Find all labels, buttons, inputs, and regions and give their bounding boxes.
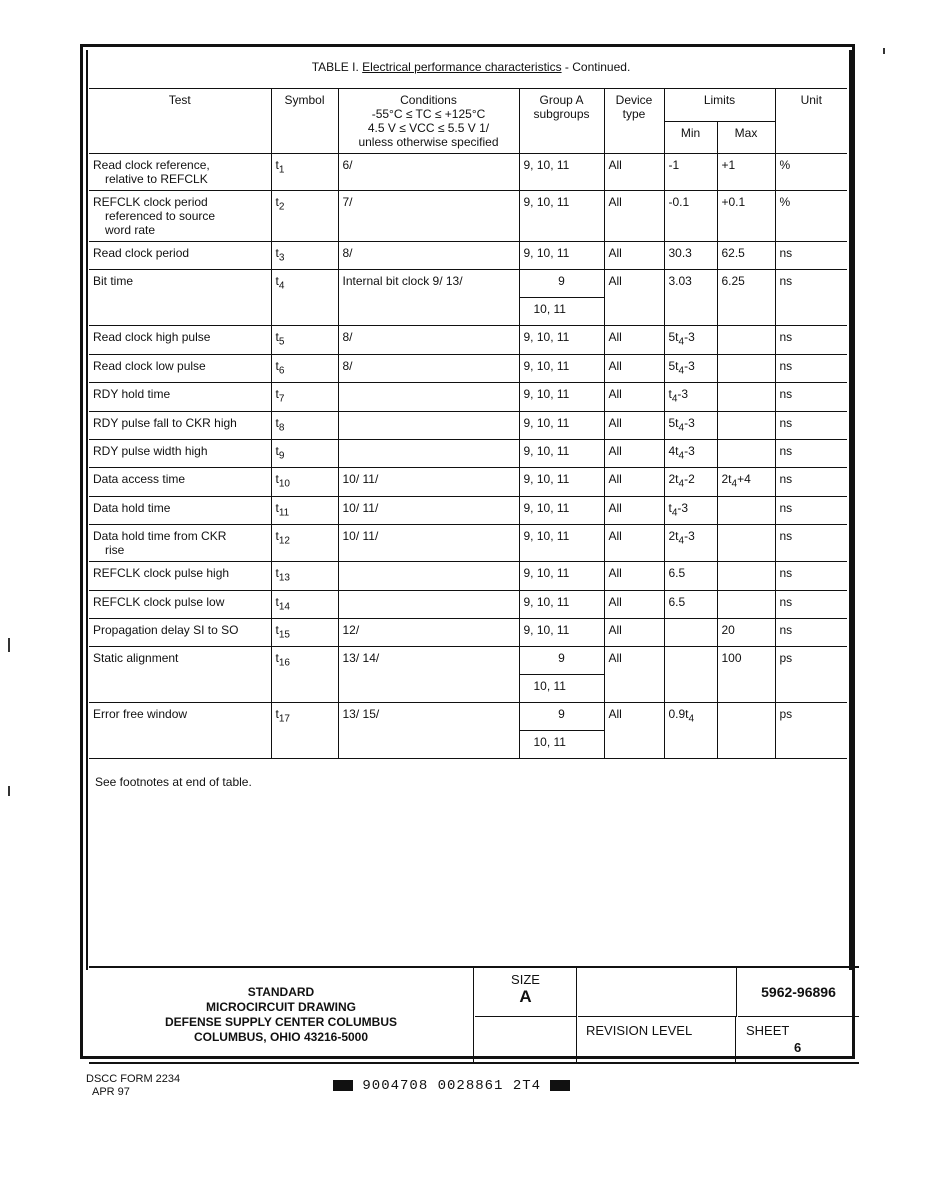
cell-unit: % bbox=[775, 191, 847, 242]
header-group-a: Group A subgroups bbox=[519, 89, 604, 154]
cell-min: $5t_4-3$ bbox=[664, 326, 717, 354]
cell-group-a: 9, 10, 11 bbox=[519, 411, 604, 439]
standard-drawing-block: STANDARD MICROCIRCUIT DRAWING DEFENSE SUPPLY CENTER COLUMBUS COLUMBUS, OHIO 43216-5000 bbox=[89, 968, 474, 1062]
cell-conditions: Internal bit clock 9/ 13/ bbox=[338, 270, 519, 326]
header-symbol: Symbol bbox=[271, 89, 338, 154]
cell-max: 100 bbox=[717, 647, 775, 703]
cell-symbol: $t_1$ bbox=[271, 154, 338, 191]
cell-unit: ns bbox=[775, 411, 847, 439]
cell-group-a: 9 10, 11 bbox=[519, 270, 604, 326]
header-device-type: Device type bbox=[604, 89, 664, 154]
header-unit: Unit bbox=[775, 89, 847, 154]
cell-symbol: $t_7$ bbox=[271, 383, 338, 411]
cell-max bbox=[717, 562, 775, 590]
table-row bbox=[89, 354, 847, 382]
cell-group-a: 9, 10, 11 bbox=[519, 525, 604, 562]
table-row bbox=[89, 154, 847, 191]
cell-device-type: All bbox=[604, 354, 664, 382]
cell-unit: ns bbox=[775, 383, 847, 411]
cell-unit: ps bbox=[775, 647, 847, 703]
cell-unit: ns bbox=[775, 354, 847, 382]
cell-max bbox=[717, 354, 775, 382]
cell-min bbox=[664, 647, 717, 703]
cell-conditions bbox=[338, 439, 519, 467]
cell-device-type: All bbox=[604, 154, 664, 191]
table-row bbox=[89, 618, 847, 646]
cell-test: REFCLK clock pulse high bbox=[89, 562, 271, 590]
cell-test: RDY hold time bbox=[89, 383, 271, 411]
cell-min: 3.03 bbox=[664, 270, 717, 326]
cell-group-a: 9, 10, 11 bbox=[519, 383, 604, 411]
cell-conditions: 10/ 11/ bbox=[338, 525, 519, 562]
cell-conditions bbox=[338, 411, 519, 439]
cell-test: Static alignment bbox=[89, 647, 271, 703]
cell-group-a: 9, 10, 11 bbox=[519, 354, 604, 382]
cell-symbol: $t_{14}$ bbox=[271, 590, 338, 618]
cell-test: Bit time bbox=[89, 270, 271, 326]
cell-min bbox=[664, 618, 717, 646]
table-row bbox=[89, 191, 847, 242]
cell-group-a: 9, 10, 11 bbox=[519, 154, 604, 191]
table-row bbox=[89, 647, 847, 703]
cell-device-type: All bbox=[604, 191, 664, 242]
cell-group-a: 9, 10, 11 bbox=[519, 242, 604, 270]
table-row bbox=[89, 468, 847, 496]
cell-unit: ns bbox=[775, 496, 847, 524]
cell-group-a: 9, 10, 11 bbox=[519, 191, 604, 242]
cell-min: $0.9t_4$ bbox=[664, 703, 717, 759]
cell-symbol: $t_{13}$ bbox=[271, 562, 338, 590]
header-test: Test bbox=[89, 89, 271, 154]
cell-max: 20 bbox=[717, 618, 775, 646]
sheet-block: SHEET 6 bbox=[738, 1017, 859, 1062]
electrical-performance-table bbox=[89, 88, 847, 759]
cell-max bbox=[717, 496, 775, 524]
cell-test: Data hold time bbox=[89, 496, 271, 524]
cell-test: REFCLK clock pulse low bbox=[89, 590, 271, 618]
margin-mark bbox=[8, 786, 10, 796]
table-title bbox=[86, 60, 856, 74]
cell-min: $t_4-3$ bbox=[664, 383, 717, 411]
cell-device-type: All bbox=[604, 703, 664, 759]
barcode-block-right bbox=[550, 1080, 570, 1091]
cell-symbol: $t_3$ bbox=[271, 242, 338, 270]
cell-conditions: 6/ bbox=[338, 154, 519, 191]
cell-conditions bbox=[338, 383, 519, 411]
cell-symbol: $t_{17}$ bbox=[271, 703, 338, 759]
size-block: SIZE A bbox=[475, 968, 577, 1017]
header-conditions: Conditions -55°C ≤ TC ≤ +125°C 4.5 V ≤ VCC ≤ 5.5 V 1/ unless otherwise specified bbox=[338, 89, 519, 154]
cell-min: $2t_4-3$ bbox=[664, 525, 717, 562]
cell-max: $2t_4+4$ bbox=[717, 468, 775, 496]
cell-min: 30.3 bbox=[664, 242, 717, 270]
cell-test: RDY pulse width high bbox=[89, 439, 271, 467]
cell-conditions: 8/ bbox=[338, 242, 519, 270]
table-row bbox=[89, 703, 847, 759]
cell-device-type: All bbox=[604, 383, 664, 411]
cell-device-type: All bbox=[604, 618, 664, 646]
cell-conditions: 12/ bbox=[338, 618, 519, 646]
cell-device-type: All bbox=[604, 647, 664, 703]
table-row bbox=[89, 590, 847, 618]
cell-test: Read clock low pulse bbox=[89, 354, 271, 382]
cell-symbol: $t_2$ bbox=[271, 191, 338, 242]
cell-unit: ps bbox=[775, 703, 847, 759]
header-min: Min bbox=[664, 121, 717, 154]
cell-conditions bbox=[338, 562, 519, 590]
size-empty-cell bbox=[475, 1017, 577, 1062]
cell-test: REFCLK clock period referenced to source word rate bbox=[89, 191, 271, 242]
table-continued: - Continued. bbox=[561, 60, 631, 74]
cell-test: Read clock high pulse bbox=[89, 326, 271, 354]
table-row bbox=[89, 562, 847, 590]
cell-test: Read clock period bbox=[89, 242, 271, 270]
form-id: DSCC FORM 2234 APR 97 bbox=[86, 1073, 181, 1098]
cell-max bbox=[717, 590, 775, 618]
header-limits: Limits bbox=[664, 89, 775, 122]
cell-symbol: $t_9$ bbox=[271, 439, 338, 467]
cell-group-a: 9 10, 11 bbox=[519, 647, 604, 703]
cell-max: 62.5 bbox=[717, 242, 775, 270]
see-footnotes-note: See footnotes at end of table. bbox=[95, 775, 252, 789]
cell-unit: % bbox=[775, 154, 847, 191]
cell-unit: ns bbox=[775, 590, 847, 618]
cell-group-a: 9, 10, 11 bbox=[519, 468, 604, 496]
cell-group-a: 9, 10, 11 bbox=[519, 326, 604, 354]
cell-symbol: $t_{15}$ bbox=[271, 618, 338, 646]
cell-max bbox=[717, 525, 775, 562]
table-row bbox=[89, 439, 847, 467]
cell-symbol: $t_8$ bbox=[271, 411, 338, 439]
cell-group-a: 9, 10, 11 bbox=[519, 496, 604, 524]
cell-conditions: 8/ bbox=[338, 354, 519, 382]
cell-test: Read clock reference, relative to REFCLK bbox=[89, 154, 271, 191]
margin-mark bbox=[8, 638, 10, 652]
table-number: TABLE I. bbox=[311, 60, 359, 74]
cell-unit: ns bbox=[775, 326, 847, 354]
cell-group-a: 9, 10, 11 bbox=[519, 618, 604, 646]
cell-device-type: All bbox=[604, 270, 664, 326]
cell-unit: ns bbox=[775, 270, 847, 326]
table-row bbox=[89, 242, 847, 270]
cell-unit: ns bbox=[775, 439, 847, 467]
table-row bbox=[89, 496, 847, 524]
cell-test: Propagation delay SI to SO bbox=[89, 618, 271, 646]
cell-group-a: 9, 10, 11 bbox=[519, 439, 604, 467]
table-body bbox=[89, 154, 847, 759]
cell-conditions: 10/ 11/ bbox=[338, 496, 519, 524]
cell-device-type: All bbox=[604, 242, 664, 270]
cell-symbol: $t_4$ bbox=[271, 270, 338, 326]
cell-unit: ns bbox=[775, 562, 847, 590]
cell-test: Error free window bbox=[89, 703, 271, 759]
cage-code-cell bbox=[578, 968, 737, 1017]
cell-group-a: 9, 10, 11 bbox=[519, 562, 604, 590]
cell-min: $5t_4-3$ bbox=[664, 354, 717, 382]
cell-device-type: All bbox=[604, 439, 664, 467]
cell-symbol: $t_{16}$ bbox=[271, 647, 338, 703]
cell-test: Data hold time from CKR rise bbox=[89, 525, 271, 562]
cell-device-type: All bbox=[604, 411, 664, 439]
cell-min: 6.5 bbox=[664, 562, 717, 590]
cell-group-a: 9, 10, 11 bbox=[519, 590, 604, 618]
cell-max bbox=[717, 439, 775, 467]
drawing-number: 5962-96896 bbox=[738, 968, 859, 1017]
cell-device-type: All bbox=[604, 590, 664, 618]
cell-max: 6.25 bbox=[717, 270, 775, 326]
cell-min: $t_4-3$ bbox=[664, 496, 717, 524]
margin-mark bbox=[883, 48, 885, 54]
barcode-block-left bbox=[333, 1080, 353, 1091]
cell-unit: ns bbox=[775, 618, 847, 646]
cell-min: $5t_4-3$ bbox=[664, 411, 717, 439]
table-row bbox=[89, 270, 847, 326]
revision-level: REVISION LEVEL bbox=[578, 1017, 736, 1062]
title-block bbox=[89, 966, 859, 1064]
cell-conditions: 13/ 15/ bbox=[338, 703, 519, 759]
header-max: Max bbox=[717, 121, 775, 154]
cell-symbol: $t_{11}$ bbox=[271, 496, 338, 524]
cell-unit: ns bbox=[775, 242, 847, 270]
sheet-number: 6 bbox=[794, 1040, 802, 1055]
cell-max bbox=[717, 383, 775, 411]
cell-unit: ns bbox=[775, 525, 847, 562]
cell-min: 6.5 bbox=[664, 590, 717, 618]
cell-min: $2t_4-2$ bbox=[664, 468, 717, 496]
cell-max: +1 bbox=[717, 154, 775, 191]
table-row bbox=[89, 411, 847, 439]
cell-group-a: 9 10, 11 bbox=[519, 703, 604, 759]
cell-device-type: All bbox=[604, 525, 664, 562]
cell-min: $4t_4-3$ bbox=[664, 439, 717, 467]
cell-conditions: 10/ 11/ bbox=[338, 468, 519, 496]
table-row bbox=[89, 525, 847, 562]
cell-unit: ns bbox=[775, 468, 847, 496]
cell-device-type: All bbox=[604, 562, 664, 590]
cell-device-type: All bbox=[604, 496, 664, 524]
barcode-line: 9004708 0028861 2T4 bbox=[333, 1078, 570, 1094]
table-row bbox=[89, 326, 847, 354]
cell-max bbox=[717, 411, 775, 439]
cell-max bbox=[717, 326, 775, 354]
cell-conditions: 13/ 14/ bbox=[338, 647, 519, 703]
cell-max bbox=[717, 703, 775, 759]
table-row bbox=[89, 383, 847, 411]
cell-test: RDY pulse fall to CKR high bbox=[89, 411, 271, 439]
cell-device-type: All bbox=[604, 468, 664, 496]
cell-symbol: $t_{12}$ bbox=[271, 525, 338, 562]
cell-conditions bbox=[338, 590, 519, 618]
cell-symbol: $t_{10}$ bbox=[271, 468, 338, 496]
cell-conditions: 7/ bbox=[338, 191, 519, 242]
cell-symbol: $t_6$ bbox=[271, 354, 338, 382]
table-caption: Electrical performance characteristics bbox=[362, 60, 562, 74]
cell-test: Data access time bbox=[89, 468, 271, 496]
cell-min: -0.1 bbox=[664, 191, 717, 242]
cell-min: -1 bbox=[664, 154, 717, 191]
cell-max: +0.1 bbox=[717, 191, 775, 242]
cell-symbol: $t_5$ bbox=[271, 326, 338, 354]
cell-conditions: 8/ bbox=[338, 326, 519, 354]
cell-device-type: All bbox=[604, 326, 664, 354]
